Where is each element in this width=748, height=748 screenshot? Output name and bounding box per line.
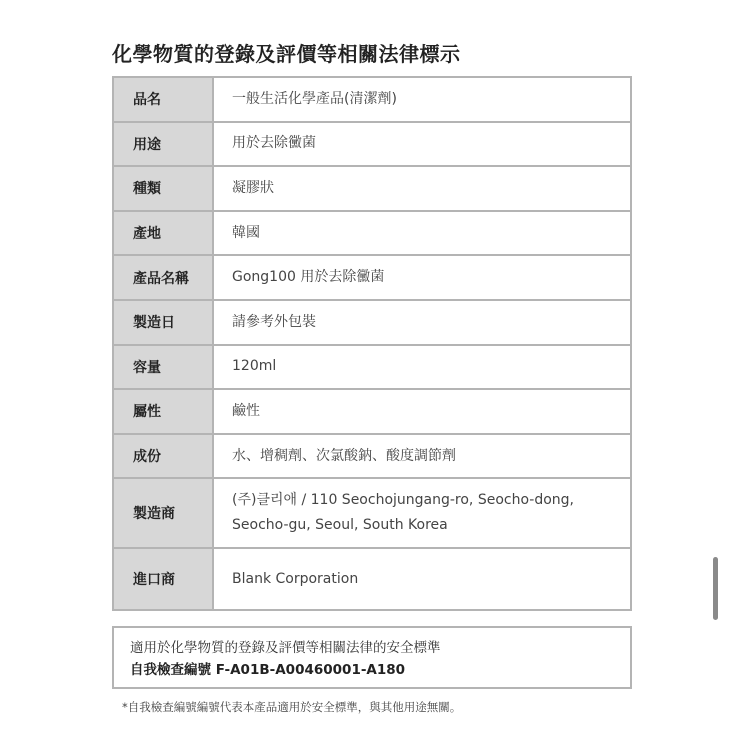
table-row-origin xyxy=(113,211,631,256)
row-value: 用於去除黴菌 xyxy=(213,122,631,167)
table-row-ingredients xyxy=(113,434,631,479)
table-row-importer xyxy=(113,548,631,610)
row-value: 凝膠狀 xyxy=(213,166,631,211)
row-label: 容量 xyxy=(113,345,213,390)
table-row-product-title xyxy=(113,255,631,300)
row-value: Blank Corporation xyxy=(213,548,631,610)
row-label: 製造商 xyxy=(113,478,213,548)
row-value: 一般生活化學產品(清潔劑) xyxy=(213,77,631,122)
row-value: 水、增稠劑、次氯酸鈉、酸度調節劑 xyxy=(213,434,631,479)
table-row-manufacturer xyxy=(113,478,631,548)
table-row-property xyxy=(113,389,631,434)
safety-certification-box xyxy=(112,626,632,689)
row-value: 鹼性 xyxy=(213,389,631,434)
row-value: 120ml xyxy=(213,345,631,390)
row-label: 製造日 xyxy=(113,300,213,345)
table-row-manufacture-date xyxy=(113,300,631,345)
row-value: 請參考外包裝 xyxy=(213,300,631,345)
scrollbar-thumb[interactable] xyxy=(713,557,718,620)
manufacturer-address-line1: (주)클리애 / 110 Seochojungang-ro, Seocho-dong, xyxy=(232,492,575,509)
row-label: 進口商 xyxy=(113,548,213,610)
row-label: 產地 xyxy=(113,211,213,256)
row-label: 品名 xyxy=(113,77,213,122)
certification-standard-text: 適用於化學物質的登錄及評價等相關法律的安全標準 xyxy=(130,640,441,656)
row-label: 產品名稱 xyxy=(113,255,213,300)
table-row-type xyxy=(113,166,631,211)
row-value xyxy=(213,478,631,548)
row-label: 用途 xyxy=(113,122,213,167)
row-value: 韓國 xyxy=(213,211,631,256)
table-row-product-name xyxy=(113,77,631,122)
self-inspection-number: 自我檢查編號 F-A01B-A00460001-A180 xyxy=(130,662,406,678)
page-title: 化學物質的登錄及評價等相關法律標示 xyxy=(112,42,461,66)
table-row-capacity xyxy=(113,345,631,390)
row-label: 屬性 xyxy=(113,389,213,434)
manufacturer-address-line2: Seocho-gu, Seoul, South Korea xyxy=(232,517,448,534)
product-spec-table xyxy=(112,76,632,611)
row-value: Gong100 用於去除黴菌 xyxy=(213,255,631,300)
row-label: 成份 xyxy=(113,434,213,479)
footnote: *自我檢查編號編號代表本產品適用於安全標準，與其他用途無關。 xyxy=(122,700,462,714)
row-label: 種類 xyxy=(113,166,213,211)
table-row-usage xyxy=(113,122,631,167)
